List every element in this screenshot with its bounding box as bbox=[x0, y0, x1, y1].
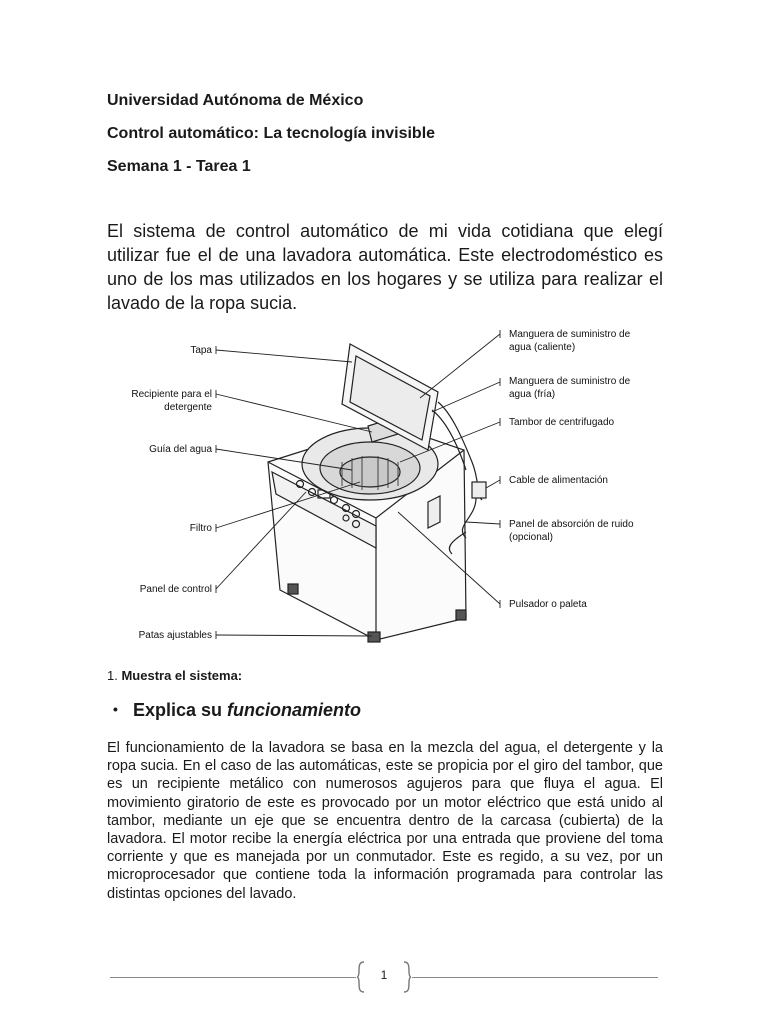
question-1 bbox=[107, 668, 242, 683]
bullet-text-italic: funcionamiento bbox=[227, 700, 362, 720]
right-brace-icon bbox=[402, 960, 412, 994]
question-text: Muestra el sistema: bbox=[121, 668, 243, 683]
body-paragraph: El funcionamiento de la lavadora se basa en la mezcla del agua, el detergente y la ropa sucia. En el caso de las automáticas, este se propicia por el giro del tambor, que es un recipiente metálico con numerosos agujeros para que fluya el agua. El movimiento giratorio de este es provocado por un motor eléctrico que está unido al tambor, mediante un eje que se encuentra dentro de la carcasa (cubierta) de la lavadora. El motor recibe la energía eléctrica por una entrada que proviene del toma corriente y que es manejada por un conmutador. Este es regido, a su vez, por un microprocesador que contiene toda la información programada para controlar las distintas opciones del lavado. bbox=[107, 740, 663, 902]
bullet-text: Explica su bbox=[133, 700, 228, 720]
label-patas-ajustables: Patas ajustables bbox=[138, 630, 212, 641]
label-cable: Cable de alimentación bbox=[509, 475, 608, 486]
intro-paragraph: El sistema de control automático de mi vida cotidiana que elegí utilizar fue el de una lavadora automática. Este electrodoméstico es uno de los mas utilizados en los hogares y se utiliza para realizar el lavado de la ropa sucia. bbox=[107, 221, 663, 313]
bullet-heading bbox=[113, 700, 361, 721]
university-title: Universidad Autónoma de México bbox=[107, 92, 364, 109]
label-tapa: Tapa bbox=[190, 345, 212, 356]
left-brace-icon bbox=[356, 960, 366, 994]
washing-machine-figure bbox=[120, 322, 640, 644]
assignment-title: Semana 1 - Tarea 1 bbox=[107, 158, 251, 175]
question-number: 1. bbox=[107, 668, 118, 683]
label-pulsador: Pulsador o paleta bbox=[509, 599, 587, 610]
label-panel-control: Panel de control bbox=[139, 584, 212, 595]
label-panel-ruido: Panel de absorción de ruido (opcional) bbox=[509, 519, 634, 543]
label-filtro: Filtro bbox=[189, 523, 212, 534]
page-footer bbox=[110, 960, 658, 994]
footer-rule-left bbox=[110, 977, 356, 978]
label-tambor: Tambor de centrifugado bbox=[509, 417, 615, 428]
label-recipiente-detergente: Recipiente para el detergente bbox=[131, 389, 212, 413]
label-manguera-caliente: Manguera de suministro de agua (caliente) bbox=[509, 329, 631, 353]
label-manguera-fria: Manguera de suministro de agua (fría) bbox=[509, 376, 631, 400]
page-number: 1 bbox=[380, 968, 388, 982]
label-guia-agua: Guía del agua bbox=[149, 444, 212, 455]
course-title: Control automático: La tecnología invisible bbox=[107, 125, 436, 142]
bullet-symbol: • bbox=[113, 701, 118, 717]
footer-rule-right bbox=[412, 977, 658, 978]
